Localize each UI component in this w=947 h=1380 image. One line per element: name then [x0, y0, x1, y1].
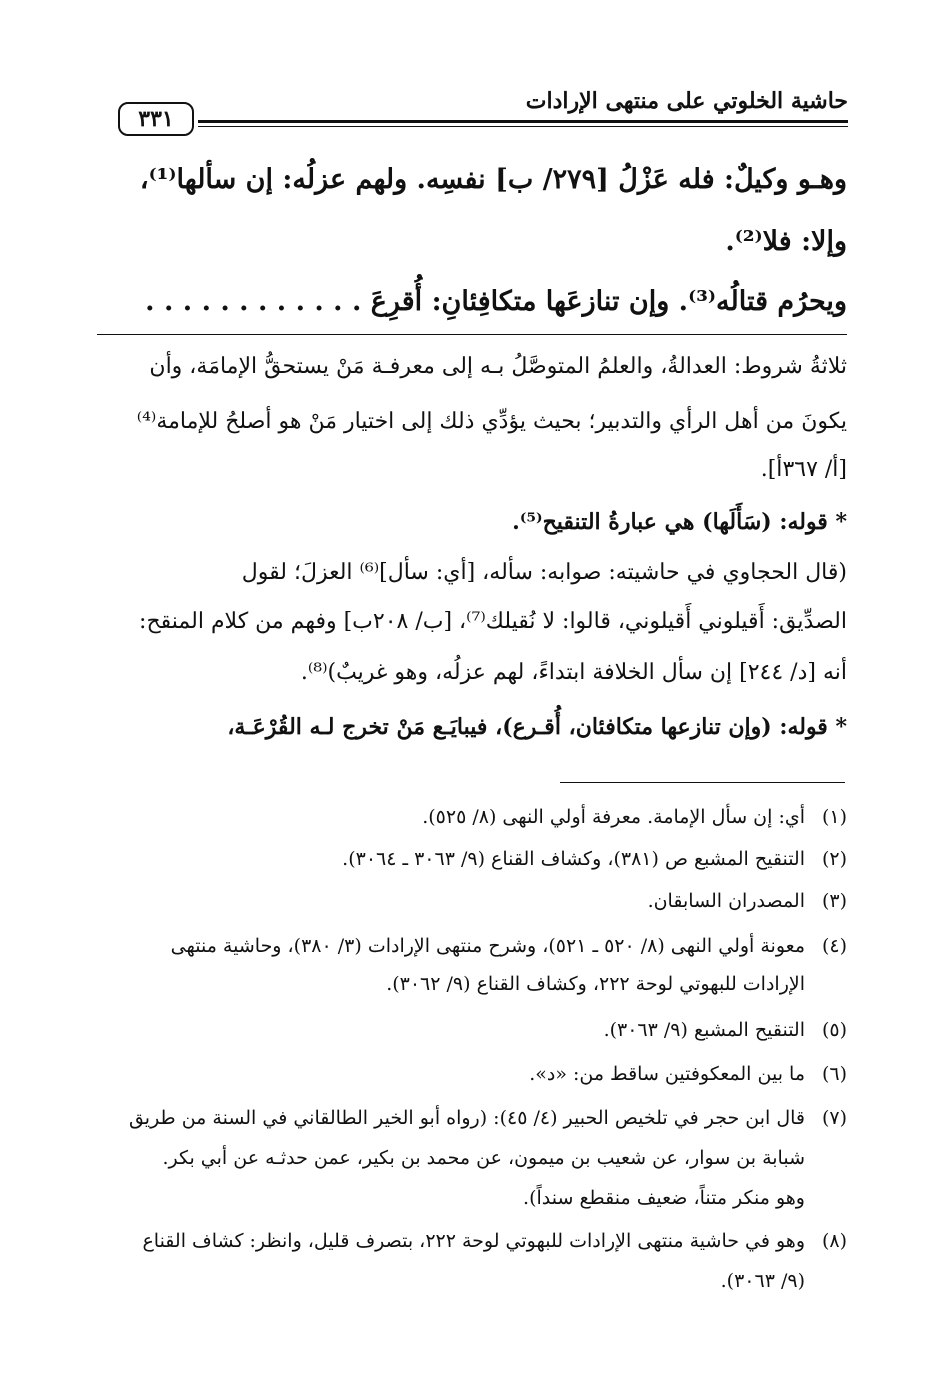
matn-line: ويحرُم قتالُه⁽³⁾. وإن تنازعَها متكافِئانِ: أُقرِعَ . . . . . . . . . . . . — [145, 286, 847, 317]
commentary-line: [أ/ ٣٦٧أ]. — [760, 457, 847, 482]
commentary-line: يكونَ من أهل الرأي والتدبير؛ بحيث يؤدِّي ذلك إلى اختيار مَنْ هو أصلحُ للإمامة⁽⁴⁾ — [136, 409, 847, 434]
footnote-text: التنقيح المشبع ص (٣٨١)، وكشاف القناع (٩/ ٣٠٦٣ ـ ٣٠٦٤). — [342, 848, 805, 870]
footnote-text: الإرادات للبهوتي لوحة ٢٢٢، وكشاف القناع (٩/ ٣٠٦٢). — [386, 973, 805, 995]
matn-line: وهـو وكيلٌ: فله عَزْلُ [٢٧٩/ ب] نفسِه. ولهم عزلُه: إن سألها⁽¹⁾، — [139, 164, 847, 195]
header-rule-thick — [198, 120, 848, 123]
footnote-text: معونة أولي النهى (٨/ ٥٢٠ ـ ٥٢١)، وشرح منتهى الإرادات (٣/ ٣٨٠)، وحاشية منتهى — [170, 935, 805, 957]
footnote-text: وهو منكر متناً، ضعيف منقطع سنداً). — [523, 1187, 805, 1209]
footnote-number: (٧) — [821, 1107, 847, 1129]
footnote-number: (٣) — [821, 890, 847, 912]
footnote-separator — [560, 782, 845, 783]
footnote-text: (٩/ ٣٠٦٣). — [720, 1270, 805, 1292]
footnote-text: شبابة بن سوار، عن شعيب بن ميمون، عن محمد بن بكير، عمن حدثـه عن أبي بكر. — [162, 1147, 805, 1169]
footnote-number: (٨) — [821, 1230, 847, 1252]
matn-sharh-divider — [97, 334, 847, 335]
matn-line: وإلا: فلا⁽²⁾. — [725, 226, 847, 257]
commentary-line: * قوله: (سَأَلَها) هي عبارةُ التنقيح⁽⁵⁾. — [512, 509, 847, 535]
commentary-line: ثلاثةُ شروط: العدالةُ، والعلمُ المتوصَّلُ بـه إلى معرفـة مَنْ يستحقُّ الإمامَة، وأن — [149, 354, 847, 379]
commentary-line: * قوله: (وإن تنازعها متكافئان، أُقـرع)، فيبايَـع مَنْ تخرج لـه القُرْعَـة، — [227, 714, 847, 740]
book-title: حاشية الخلوتي على منتهى الإرادات — [525, 88, 848, 114]
footnote-number: (١) — [821, 806, 847, 828]
footnote-text: التنقيح المشبع (٩/ ٣٠٦٣). — [603, 1019, 805, 1041]
commentary-line: (قال الحجاوي في حاشيته: صوابه: سأله، [أي: سأل]⁽⁶⁾ العزلَ؛ لقول — [241, 560, 847, 585]
footnote-number: (٢) — [821, 848, 847, 870]
commentary-line: أنه [د/ ٢٤٤] إن سأل الخلافة ابتداءً، لهم عزلُه، وهو غريبٌ)⁽⁸⁾. — [300, 660, 847, 685]
footnote-number: (٤) — [821, 935, 847, 957]
footnote-text: أي: إن سأل الإمامة. معرفة أولي النهى (٨/ ٥٢٥). — [422, 806, 805, 828]
footnote-text: قال ابن حجر في تلخيص الحبير (٤/ ٤٥): (رواه أبو الخير الطالقاني في السنة من طريق — [128, 1107, 805, 1129]
footnote-text: وهو في حاشية منتهى الإرادات للبهوتي لوحة ٢٢٢، بتصرف قليل، وانظر: كشاف القناع — [142, 1230, 805, 1252]
footnote-number: (٦) — [821, 1063, 847, 1085]
running-header — [118, 86, 848, 132]
header-rule-thin — [198, 126, 848, 127]
footnote-text: ما بين المعكوفتين ساقط من: «د». — [529, 1063, 805, 1085]
page-number: ٣٣١ — [118, 102, 194, 136]
commentary-line: الصدِّيق: أَقيلوني أَقيلوني، قالوا: لا نُقيلك⁽⁷⁾، [ب/ ٢٠٨ب] وفهم من كلام المنقح: — [139, 609, 847, 634]
footnote-text: المصدران السابقان. — [647, 890, 805, 912]
footnote-number: (٥) — [821, 1019, 847, 1041]
